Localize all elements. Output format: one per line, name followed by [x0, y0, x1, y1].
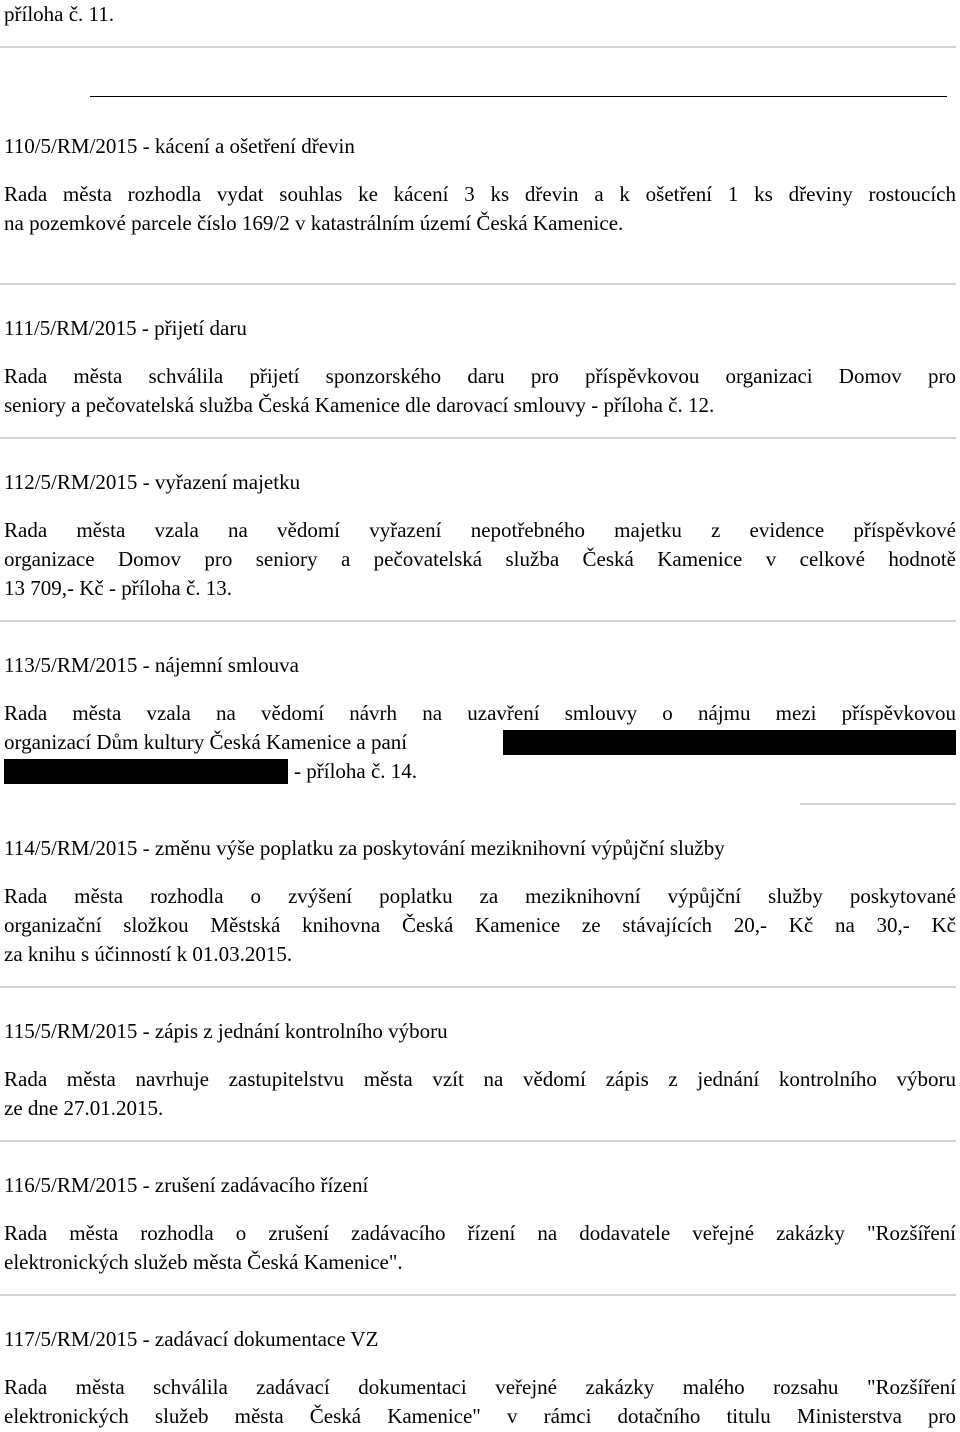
resolution-title: 115/5/RM/2015 - zápis z jednání kontrolního výboru — [4, 1019, 448, 1043]
resolution-text-line: - příloha č. 14. — [294, 759, 418, 783]
header-underline-rule — [90, 96, 947, 97]
separator-rule — [800, 803, 956, 805]
resolution-text-line: na pozemkové parcele číslo 169/2 v katastrálním území Česká Kamenice. — [4, 211, 624, 235]
resolution-text-line: Rada města schválila zadávací dokumentaci veřejné zakázky malého rozsahu "Rozšíření — [4, 1375, 956, 1399]
resolution-text-line: organizací Dům kultury Česká Kamenice a paní — [4, 730, 408, 754]
redaction-block — [503, 730, 956, 755]
separator-rule — [0, 1140, 956, 1142]
redaction-block — [4, 759, 288, 784]
separator-rule — [0, 46, 956, 48]
resolution-title: 113/5/RM/2015 - nájemní smlouva — [4, 653, 299, 677]
resolution-text-line: Rada města rozhodla o zvýšení poplatku za meziknihovní výpůjční služby poskytované — [4, 884, 956, 908]
resolution-text-line: organizace Domov pro seniory a pečovatelská služba Česká Kamenice v celkové hodnotě — [4, 547, 956, 571]
resolution-text-line: Rada města rozhodla vydat souhlas ke kácení 3 ks dřevin a k ošetření 1 ks dřeviny rostoucích — [4, 182, 956, 206]
resolution-text-line: ze dne 27.01.2015. — [4, 1096, 164, 1120]
separator-rule — [0, 620, 956, 622]
resolution-text-line: za knihu s účinností k 01.03.2015. — [4, 942, 293, 966]
resolution-text-line: organizační složkou Městská knihovna Česká Kamenice ze stávajících 20,- Kč na 30,- Kč — [4, 913, 956, 937]
resolution-text-line: Rada města navrhuje zastupitelstvu města vzít na vědomí zápis z jednání kontrolního výboru — [4, 1067, 956, 1091]
resolution-text-line: elektronických služeb města Česká Kamenice". — [4, 1250, 403, 1274]
separator-rule — [0, 283, 956, 285]
resolution-title: 111/5/RM/2015 - přijetí daru — [4, 316, 247, 340]
resolution-text-line: elektronických služeb města Česká Kamenice" v rámci dotačního titulu Ministerstva pro — [4, 1404, 956, 1428]
separator-rule — [0, 437, 956, 439]
resolution-text-line: Rada města rozhodla o zrušení zadávacího řízení na dodavatele veřejné zakázky "Rozšíření — [4, 1221, 956, 1245]
resolution-text-line: seniory a pečovatelská služba Česká Kamenice dle darovací smlouvy - příloha č. 12. — [4, 393, 715, 417]
resolution-title: 116/5/RM/2015 - zrušení zadávacího řízení — [4, 1173, 369, 1197]
resolution-text-line: 13 709,- Kč - příloha č. 13. — [4, 576, 233, 600]
resolution-title: 117/5/RM/2015 - zadávací dokumentace VZ — [4, 1327, 379, 1351]
resolution-text-line: Rada města vzala na vědomí návrh na uzavření smlouvy o nájmu mezi příspěvkovou — [4, 701, 956, 725]
resolution-text-line: Rada města vzala na vědomí vyřazení nepotřebného majetku z evidence příspěvkové — [4, 518, 956, 542]
separator-rule — [0, 1294, 956, 1296]
attachment-label: příloha č. 11. — [4, 2, 115, 26]
resolution-text-line: Rada města schválila přijetí sponzorského daru pro příspěvkovou organizaci Domov pro — [4, 364, 956, 388]
separator-rule — [0, 986, 956, 988]
resolution-title: 110/5/RM/2015 - kácení a ošetření dřevin — [4, 134, 355, 158]
resolution-title: 114/5/RM/2015 - změnu výše poplatku za poskytování meziknihovní výpůjční služby — [4, 836, 725, 860]
resolution-title: 112/5/RM/2015 - vyřazení majetku — [4, 470, 301, 494]
